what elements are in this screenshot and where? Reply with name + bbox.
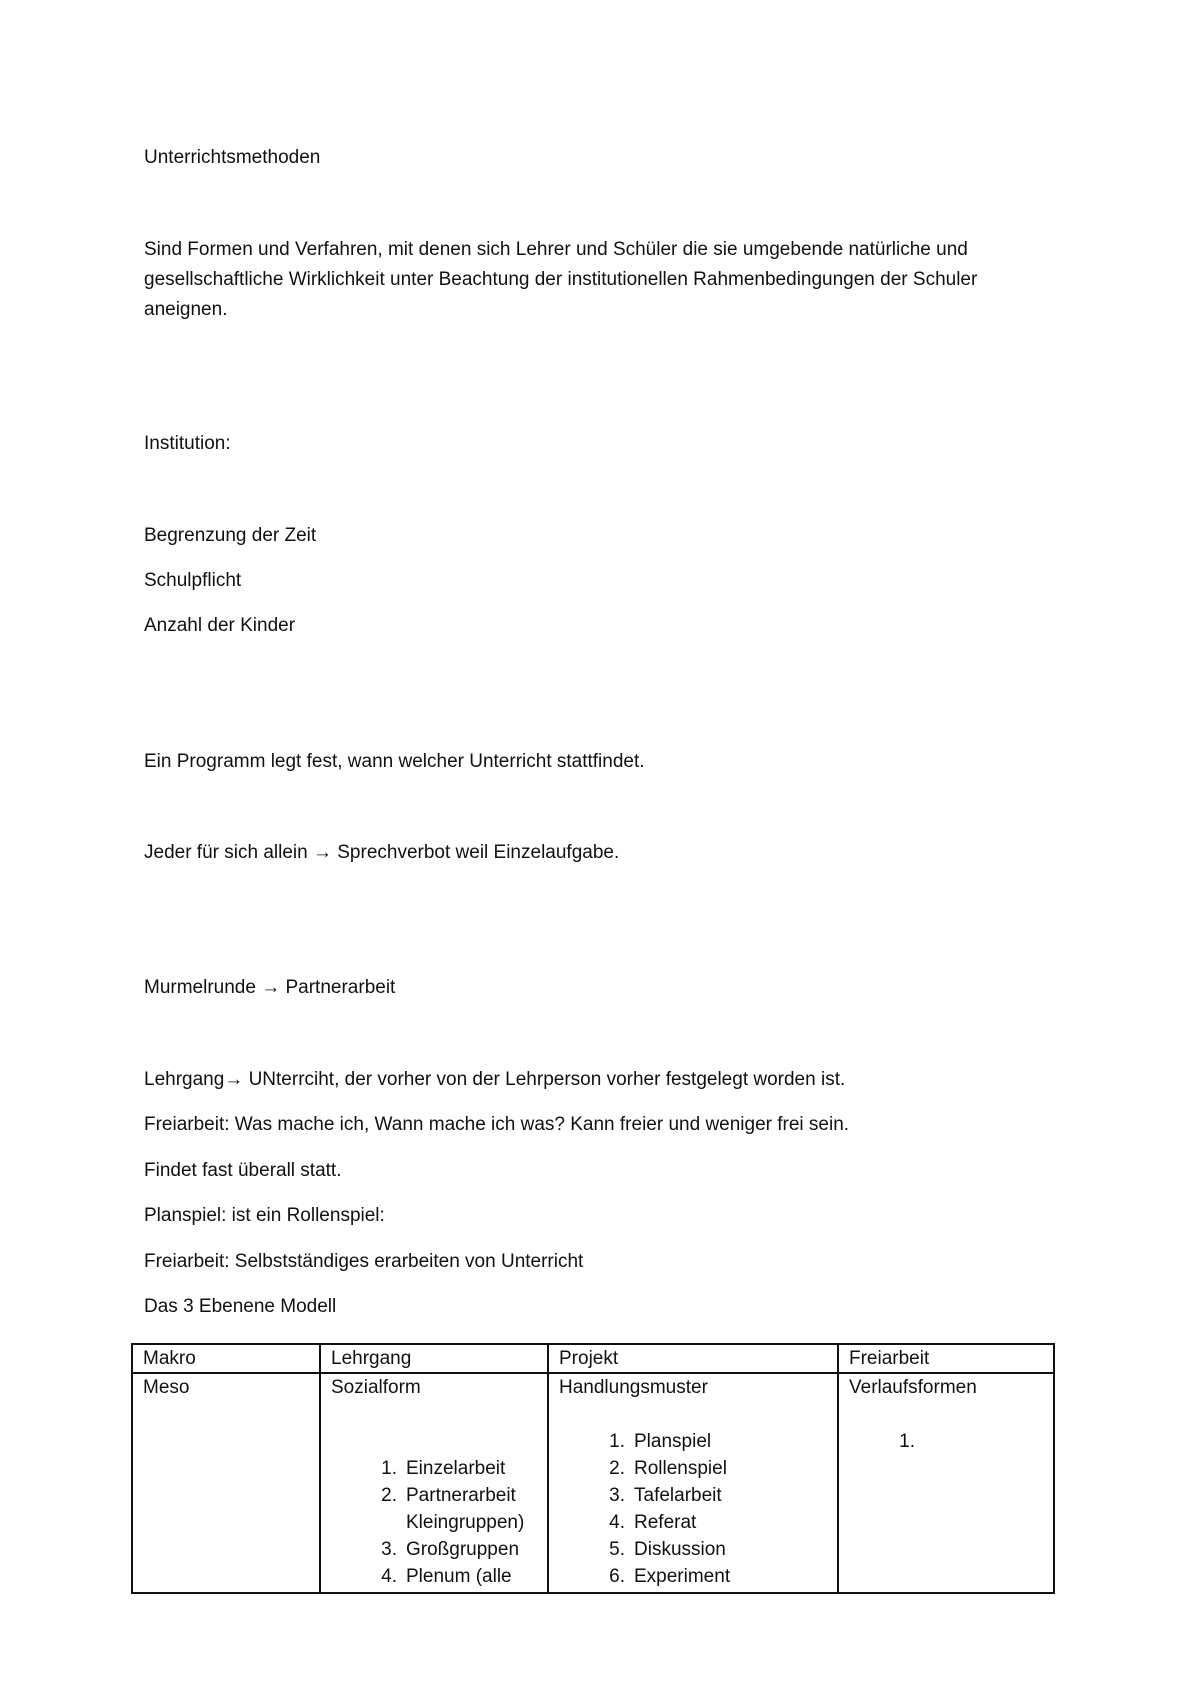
list-item: 4. Plenum (alle (381, 1566, 512, 1587)
cell-title: Verlaufsformen (849, 1377, 977, 1398)
list-item: 3. Tafelarbeit (609, 1485, 722, 1506)
sozialform-list (331, 1455, 537, 1590)
intro-paragraph: Sind Formen und Verfahren, mit denen sich Lehrer und Schüler die sie umgebende natürliche und gesellschaftliche Wirklichkeit unter Beachtung der institutionellen Rahmenbedingungen der Schuler aneignen. (144, 239, 978, 320)
table-header-cell: Freiarbeit (838, 1344, 1054, 1373)
institution-item: Anzahl der Kinder (144, 615, 296, 636)
note-line: Freiarbeit: Was mache ich, Wann mache ich was? Kann freier und weniger frei sein. (144, 1114, 850, 1135)
document-title: Unterrichtsmethoden (144, 147, 321, 168)
list-item: 6. Experiment (609, 1566, 731, 1587)
table-row (132, 1373, 1054, 1593)
institution-item: Schulpflicht (144, 570, 242, 591)
cell-title: Handlungsmuster (559, 1377, 708, 1398)
list-item: 1. Einzelarbeit (381, 1458, 506, 1479)
programm-sentence: Ein Programm legt fest, wann welcher Unterricht stattfindet. (144, 751, 645, 772)
table-caption: Das 3 Ebenene Modell (144, 1296, 337, 1317)
note-line: Planspiel: ist ein Rollenspiel: (144, 1205, 385, 1226)
sozialform-cell (320, 1373, 548, 1593)
list-item: 3. Großgruppen (381, 1539, 520, 1560)
three-level-model-table (131, 1343, 1055, 1594)
list-item: 1. Planspiel (609, 1431, 712, 1452)
list-item: Kleingruppen) (406, 1512, 525, 1533)
list-item: 2. Partnerarbeit (381, 1485, 516, 1506)
list-item: 4. Referat (609, 1512, 697, 1533)
table-header-cell: Makro (132, 1344, 320, 1373)
murmelrunde-sentence: Murmelrunde → Partnerarbeit (144, 977, 396, 998)
handlungsmuster-list (559, 1428, 827, 1590)
note-line: Freiarbeit: Selbstständiges erarbeiten von Unterricht (144, 1251, 584, 1272)
table-row-label: Meso (132, 1373, 320, 1593)
table-header-cell: Projekt (548, 1344, 838, 1373)
list-item: 5. Diskussion (609, 1539, 726, 1560)
institution-item: Begrenzung der Zeit (144, 525, 317, 546)
handlungsmuster-cell (548, 1373, 838, 1593)
note-line: Findet fast überall statt. (144, 1160, 342, 1181)
table-row (132, 1344, 1054, 1373)
cell-title: Sozialform (331, 1377, 421, 1398)
list-item: 1. (899, 1431, 915, 1452)
verlaufsformen-list (849, 1428, 1043, 1455)
table-header-cell: Lehrgang (320, 1344, 548, 1373)
note-line: Lehrgang→ UNterrciht, der vorher von der Lehrperson vorher festgelegt worden ist. (144, 1069, 846, 1090)
einzelarbeit-sentence: Jeder für sich allein → Sprechverbot weil Einzelaufgabe. (144, 842, 620, 863)
list-item: 2. Rollenspiel (609, 1458, 727, 1479)
verlaufsformen-cell (838, 1373, 1054, 1593)
institution-heading: Institution: (144, 433, 231, 454)
